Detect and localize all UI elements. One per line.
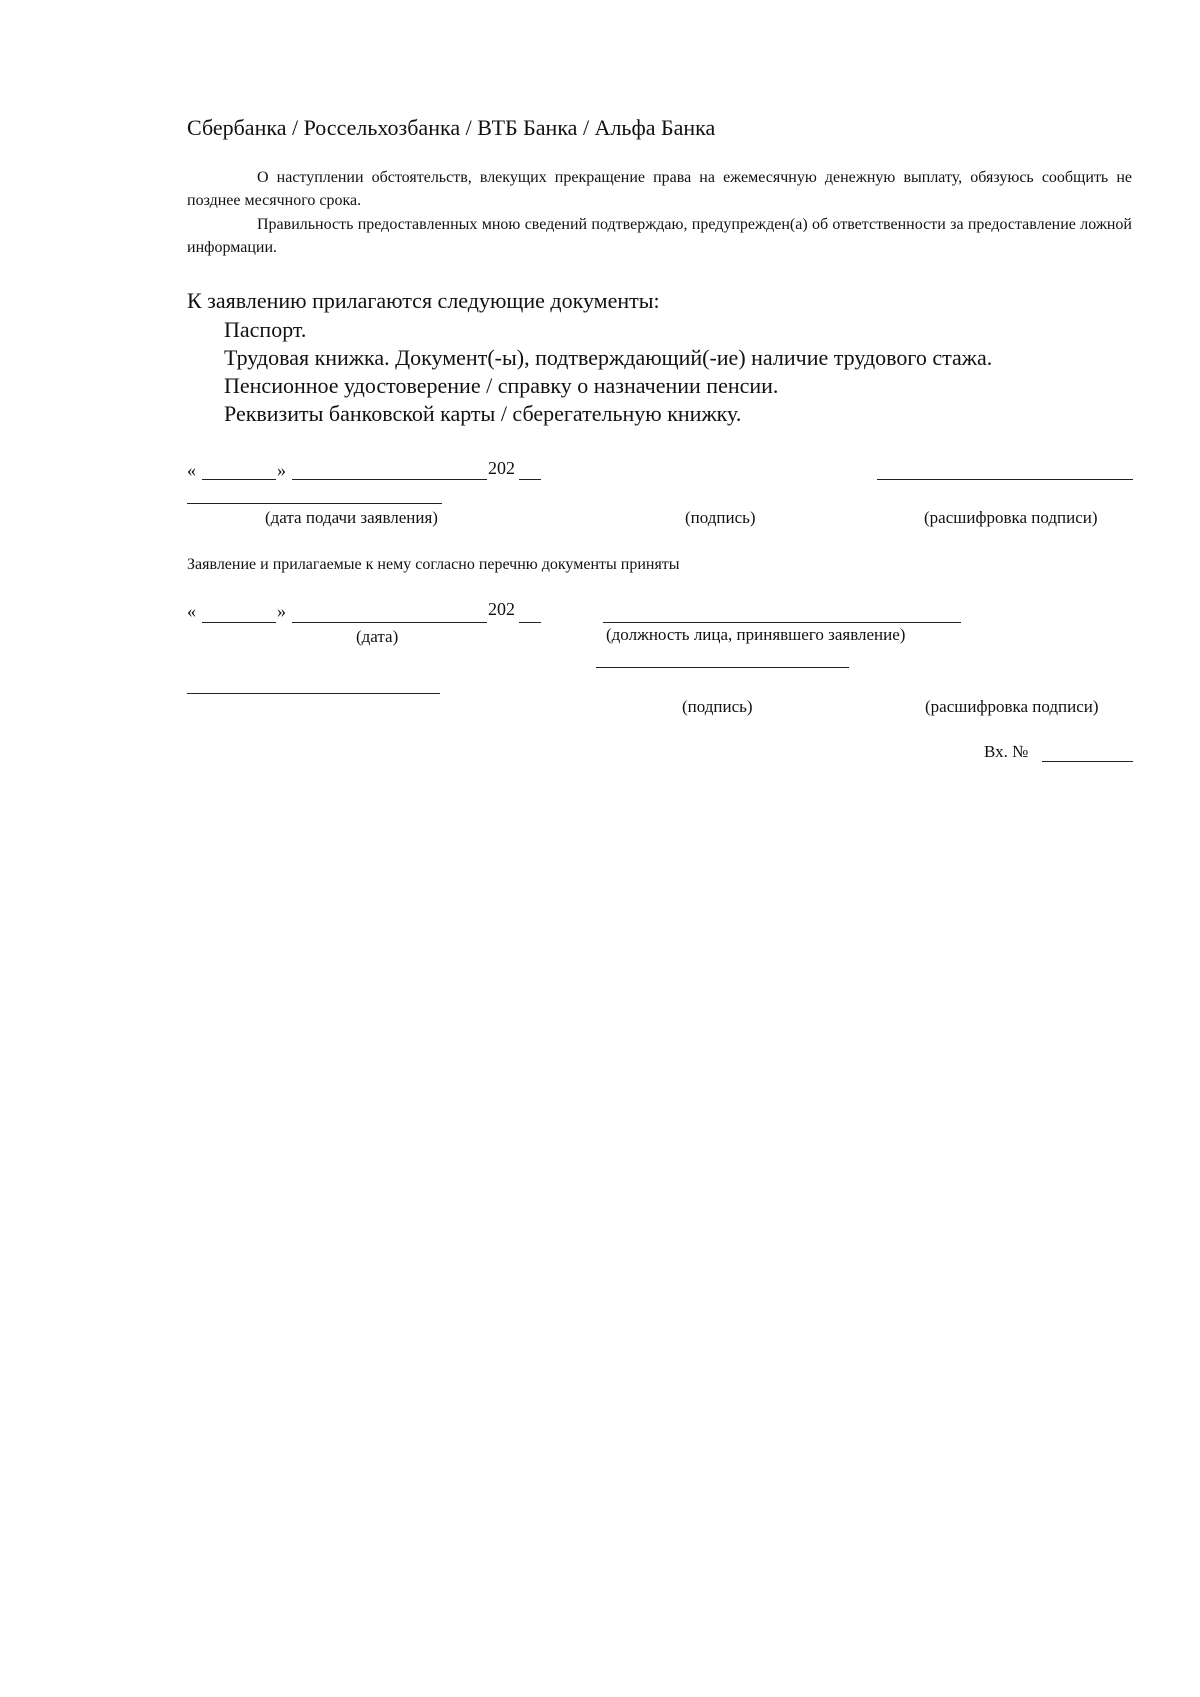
signature-caption: (подпись) <box>685 508 756 527</box>
submission-date-caption: (дата подачи заявления) <box>265 508 438 527</box>
attachments-title: К заявлению прилагаются следующие документы: <box>187 288 660 313</box>
bank-list-line: Сбербанка / Россельхозбанка / ВТБ Банка / Альфа Банка <box>187 115 716 140</box>
incoming-number-blank-line <box>1042 761 1133 762</box>
position-blank-line <box>603 622 961 623</box>
position-caption: (должность лица, принявшего заявление) <box>606 625 906 644</box>
attachment-item-pension-certificate: Пенсионное удостоверение / справку о назначении пенсии. <box>224 373 779 398</box>
attachment-item-bank-details: Реквизиты банковской карты / сберегательную книжку. <box>224 401 742 426</box>
accept-date-caption: (дата) <box>356 627 399 646</box>
month-blank-line <box>292 479 487 480</box>
attachment-item-work-book: Трудовая книжка. Документ(-ы), подтверждающий(-ие) наличие трудового стажа. <box>224 345 993 370</box>
accept-date-close-quote: » <box>277 601 286 621</box>
accept-decode-caption: (расшифровка подписи) <box>925 697 1099 716</box>
incoming-number-label: Вх. № <box>984 742 1029 761</box>
year-prefix: 202 <box>488 458 515 478</box>
obligation-paragraph: О наступлении обстоятельств, влекущих прекращение права на ежемесячную денежную выплату, обязуюсь сообщить не позднее месячного срока. <box>187 169 1132 209</box>
day-blank-line <box>202 479 276 480</box>
attachment-item-passport: Паспорт. <box>224 317 307 342</box>
accept-date-open-quote: « <box>187 601 196 621</box>
accept-month-blank-line <box>292 622 487 623</box>
accept-year-blank-line <box>519 622 541 623</box>
decode-blank-line <box>877 479 1133 480</box>
accept-decode-blank-line <box>187 693 440 694</box>
date-close-quote: » <box>277 460 286 480</box>
accept-signature-blank-line <box>596 667 849 668</box>
accept-day-blank-line <box>202 622 276 623</box>
confirmation-paragraph: Правильность предоставленных мною сведений подтверждаю, предупрежден(а) об ответственности за предоставление ложной информации. <box>187 216 1132 256</box>
year-blank-line <box>519 479 541 480</box>
signature-decode-caption: (расшифровка подписи) <box>924 508 1098 527</box>
accept-signature-caption: (подпись) <box>682 697 753 716</box>
accept-year-prefix: 202 <box>488 599 515 619</box>
acceptance-text: Заявление и прилагаемые к нему согласно перечню документы приняты <box>187 556 680 573</box>
date-open-quote: « <box>187 460 196 480</box>
signature-blank-line <box>187 503 442 504</box>
attachments-list <box>224 316 992 428</box>
